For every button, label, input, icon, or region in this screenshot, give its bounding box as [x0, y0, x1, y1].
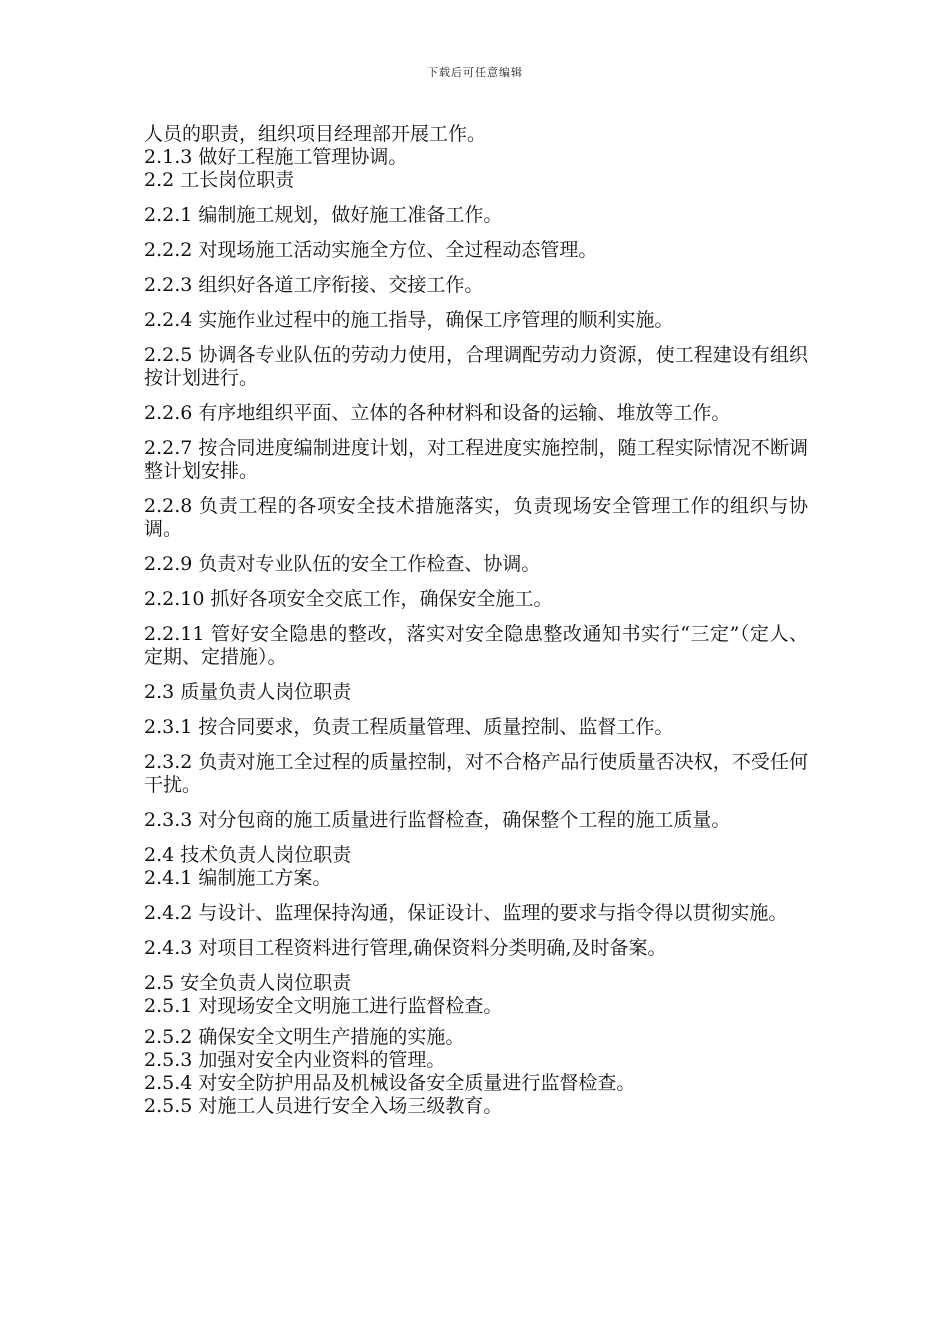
list-item: 2.3.3 对分包商的施工质量进行监督检查，确保整个工程的施工质量。 — [144, 809, 731, 831]
section-heading: 2.5 安全负责人岗位职责 — [144, 972, 352, 994]
list-item: 2.2.2 对现场施工活动实施全方位、全过程动态管理。 — [144, 239, 598, 261]
list-item: 2.2.9 负责对专业队伍的安全工作检查、协调。 — [144, 553, 541, 575]
list-item: 2.2.7 按合同进度编制进度计划，对工程进度实施控制，随工程实际情况不断调整计划安排。 — [144, 437, 808, 482]
list-item: 2.2.5 协调各专业队伍的劳动力使用，合理调配劳动力资源，使工程建设有组织按计划进行。 — [144, 344, 808, 389]
list-item: 2.5.5 对施工人员进行安全入场三级教育。 — [144, 1095, 503, 1117]
section-heading: 2.4 技术负责人岗位职责 — [144, 844, 352, 866]
document-body — [144, 123, 808, 1118]
section-heading: 2.2 工长岗位职责 — [144, 169, 295, 191]
list-item: 2.3.2 负责对施工全过程的质量控制，对不合格产品行使质量否决权，不受任何干扰。 — [144, 751, 808, 796]
list-item: 2.2.10 抓好各项安全交底工作，确保安全施工。 — [144, 588, 553, 610]
list-item: 2.5.3 加强对安全内业资料的管理。 — [144, 1049, 446, 1071]
list-item: 2.4.3 对项目工程资料进行管理,确保资料分类明确,及时备案。 — [144, 937, 667, 959]
list-item: 2.2.8 负责工程的各项安全技术措施落实，负责现场安全管理工作的组织与协调。 — [144, 495, 808, 540]
list-item: 2.3.1 按合同要求，负责工程质量管理、质量控制、监督工作。 — [144, 716, 674, 738]
section-heading: 2.3 质量负责人岗位职责 — [144, 681, 352, 703]
list-item: 2.4.1 编制施工方案。 — [144, 867, 332, 889]
list-item: 2.5.2 确保安全文明生产措施的实施。 — [144, 1026, 465, 1048]
text-line: 2.1.3 做好工程施工管理协调。 — [144, 146, 408, 168]
list-item: 2.2.11 管好安全隐患的整改，落实对安全隐患整改通知书实行“三定”（定人、定期、定措施）。 — [144, 623, 808, 668]
page-header-note: 下载后可任意编辑 — [427, 66, 523, 79]
list-item: 2.2.4 实施作业过程中的施工指导，确保工序管理的顺利实施。 — [144, 309, 674, 331]
list-item: 2.5.1 对现场安全文明施工进行监督检查。 — [144, 995, 503, 1017]
list-item: 2.2.1 编制施工规划，做好施工准备工作。 — [144, 204, 503, 226]
list-item: 2.4.2 与设计、监理保持沟通，保证设计、监理的要求与指令得以贯彻实施。 — [144, 902, 788, 924]
list-item: 2.2.6 有序地组织平面、立体的各种材料和设备的运输、堆放等工作。 — [144, 402, 731, 424]
text-line: 人员的职责，组织项目经理部开展工作。 — [144, 123, 487, 145]
list-item: 2.2.3 组织好各道工序衔接、交接工作。 — [144, 274, 484, 296]
list-item: 2.5.4 对安全防护用品及机械设备安全质量进行监督检查。 — [144, 1072, 636, 1094]
